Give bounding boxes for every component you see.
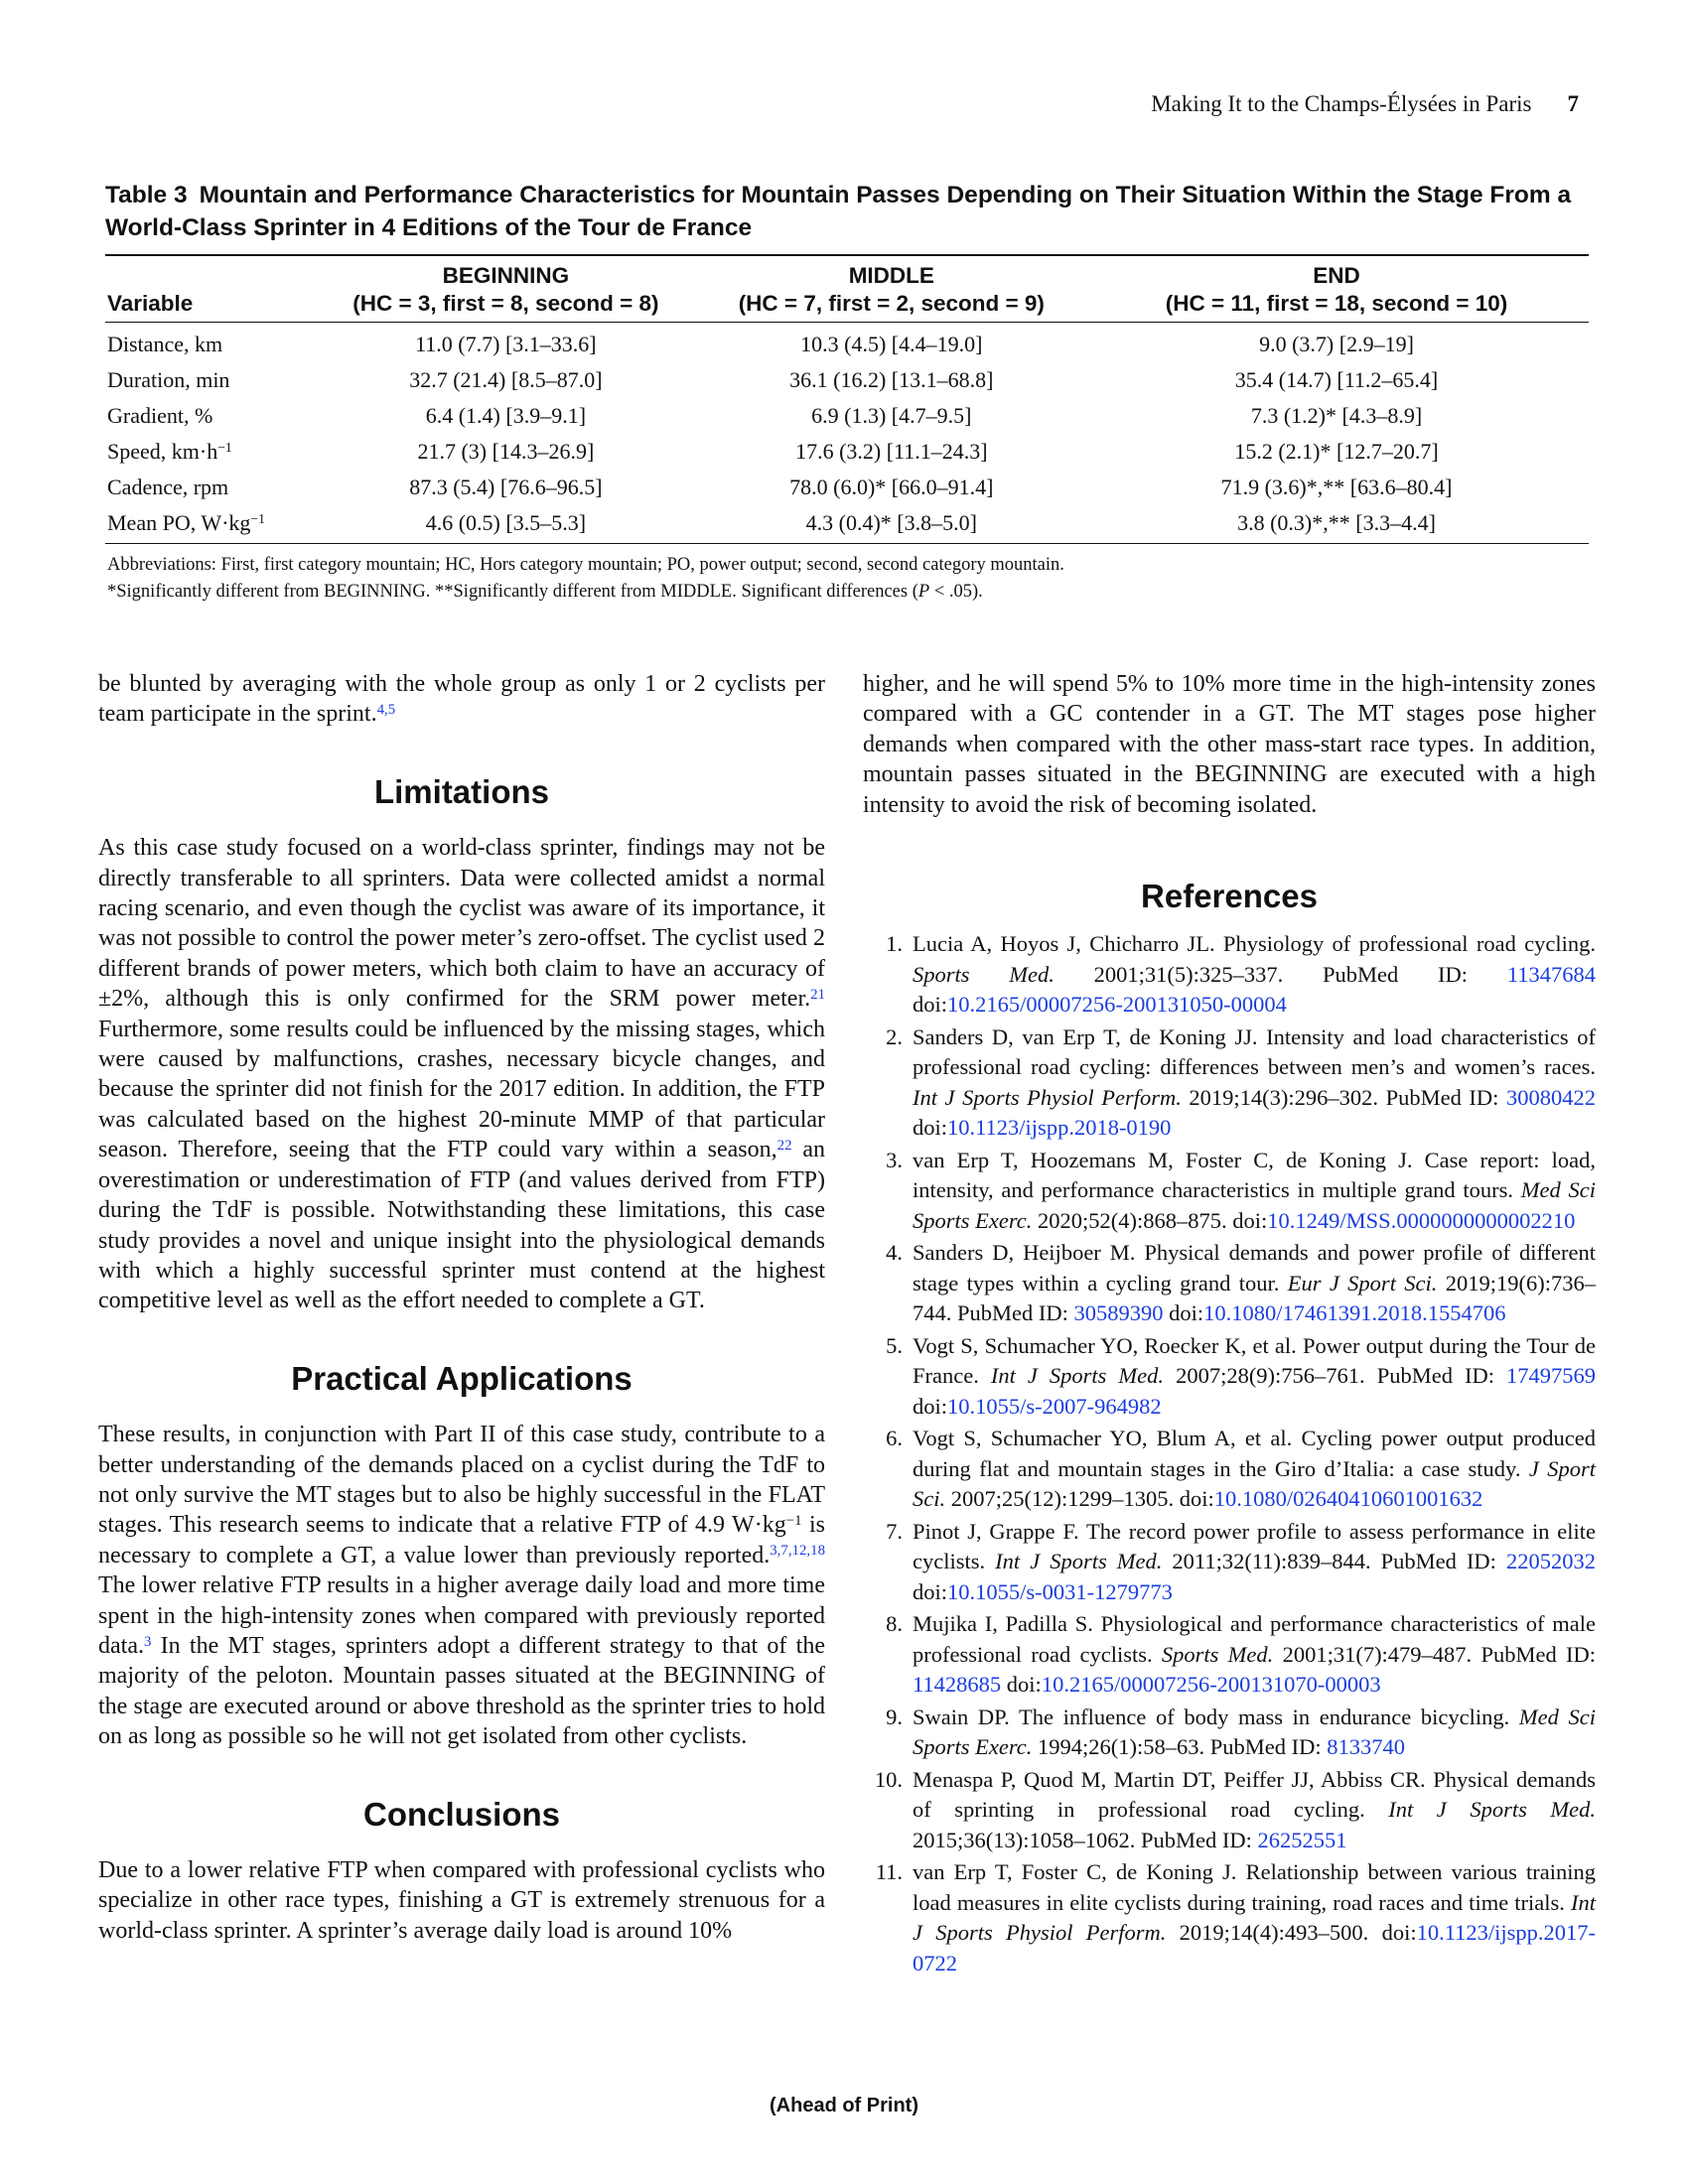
reference-number: 10.	[874, 1766, 903, 1792]
journal-name: J Sport Sci.	[913, 1455, 1596, 1512]
doi-link[interactable]: 10.1080/17461391.2018.1554706	[1203, 1300, 1506, 1326]
doi-link[interactable]: 10.2165/00007256-200131070-00003	[1041, 1672, 1381, 1698]
cell-end: 7.3 (1.2)* [4.3–8.9]	[1250, 403, 1423, 428]
doi-link[interactable]: 10.1249/MSS.0000000000002210	[1267, 1207, 1576, 1233]
reference-number: 5.	[886, 1332, 903, 1358]
cell-beginning: 6.4 (1.4) [3.9–9.1]	[425, 403, 587, 428]
table-title: Mountain and Performance Characteristics for Mountain Passes Depending on Their Situation Within the Stage From a World-Class Sprinter in 4 Editions of the Tour de France	[105, 182, 1572, 241]
pubmed-link[interactable]: 26252551	[1257, 1827, 1347, 1852]
pubmed-link[interactable]: 11347684	[1506, 961, 1596, 987]
citation-link[interactable]: 22	[776, 1137, 792, 1154]
table-3	[105, 179, 1589, 606]
reference-item: 7. Pinot J, Grappe F. The record power profile to assess performance in elite cyclists. Int J Sports Med. 2011;32(11):839–844. PubMed ID: 22052032 doi:10.1055/s-0031-1279773	[863, 1517, 1596, 1608]
reference-item: 10. Menaspa P, Quod M, Martin DT, Peiffer JJ, Abbiss CR. Physical demands of sprinting in professional road cycling. Int J Sports Med. 2015;36(13):1058–1062. PubMed ID: 26252551	[863, 1765, 1596, 1856]
citation-link[interactable]: 3,7,12,18	[770, 1543, 825, 1560]
reference-item: 5. Vogt S, Schumacher YO, Roecker K, et al. Power output during the Tour de France. Int J Sports Med. 2007;28(9):756–761. PubMed ID: 17497569 doi:10.1055/s-2007-964982	[863, 1331, 1596, 1423]
cell-end: 15.2 (2.1)* [12.7–20.7]	[1234, 439, 1439, 464]
table-footnotes	[105, 552, 1589, 606]
journal-name: Int J Sports Med.	[995, 1549, 1163, 1574]
pubmed-link[interactable]: 11428685	[913, 1672, 1002, 1698]
references-heading: References	[1141, 878, 1318, 915]
left-column	[98, 669, 825, 1946]
citation-link[interactable]: 21	[810, 986, 825, 1003]
reference-number: 6.	[886, 1426, 903, 1451]
reference-number: 7.	[886, 1518, 903, 1544]
doi-link[interactable]: 10.2165/00007256-200131050-00004	[947, 992, 1287, 1018]
table-significance-note: *Significantly different from BEGINNING. **Significantly different from MIDDLE. Significant differences (P < .05).	[107, 582, 983, 602]
reference-item: 1. Lucia A, Hoyos J, Chicharro JL. Physiology of professional road cycling. Sports Med. 2001;31(5):325–337. PubMed ID: 11347684 doi:10.2165/00007256-200131050-00004	[863, 929, 1596, 1021]
column-header-variable: Variable	[107, 291, 194, 316]
cell-beginning: 87.3 (5.4) [76.6–96.5]	[409, 475, 603, 499]
cell-middle: 4.3 (0.4)* [3.8–5.0]	[805, 510, 977, 535]
cell-variable: Speed, $km\cdot h^{-1}$	[107, 439, 232, 464]
column-header-middle: MIDDLE (HC = 7, first = 2, second = 9)	[738, 263, 1045, 316]
cell-beginning: 11.0 (7.7) [3.1–33.6]	[415, 332, 597, 356]
cell-middle: 78.0 (6.0)* [66.0–91.4]	[789, 475, 994, 499]
conclusions-heading: Conclusions	[362, 1795, 561, 1833]
doi-link[interactable]: 10.1055/s-0031-1279773	[947, 1578, 1173, 1604]
reference-item: 11. van Erp T, Foster C, de Koning J. Relationship between various training load measures in elite cyclists during training, road races and time trials. Int J Sports Physiol Perform. 2019;14(4):493–500. doi:10.1123/ijspp.2017-0722	[863, 1857, 1596, 1979]
cell-middle: 10.3 (4.5) [4.4–19.0]	[800, 332, 983, 356]
reference-number: 11.	[875, 1859, 903, 1885]
pubmed-link[interactable]: 30589390	[1073, 1300, 1164, 1326]
cell-end: 9.0 (3.7) [2.9–19]	[1259, 332, 1414, 356]
table-label: Table 3	[105, 182, 188, 208]
doi-link[interactable]: 10.1123/ijspp.2017-0722	[913, 1920, 1596, 1976]
reference-item: 2. Sanders D, van Erp T, de Koning JJ. Intensity and load characteristics of professional road cycling: differences between men’s and women’s races. Int J Sports Physiol Perform. 2019;14(3):296–302. PubMed ID: 30080422 doi:10.1123/ijspp.2018-0190	[863, 1023, 1596, 1144]
table-row	[105, 398, 1589, 434]
reference-number: 2.	[886, 1024, 903, 1049]
table-row	[105, 505, 1589, 544]
practical-applications-paragraph: These results, in conjunction with Part II of this case study, contribute to a better understanding of the demands placed on a cyclist during the TdF to not only survive the MT stages but to also be highly successful in the FLAT stages. This research seems to indicate that a relative FTP of 4.9 $W\cdot kg^{-1}$ is necessary to complete a GT, a value lower than previously reported.$^{3,7,12,18}$ The lower relative FTP results in a higher average daily load and more time spent in the high-intensity zones when compared with previously reported data.$^3$ In the MT stages, sprinters adopt a different strategy to that of the majority of the peloton. Mountain passes situated at the BEGINNING of the stage are executed around or above threshold as the sprinter tries to hold on as long as possible so he will not get isolated from other cyclists.	[98, 1422, 825, 1750]
reference-number: 3.	[886, 1147, 903, 1172]
journal-name: Med Sci Sports Exerc.	[913, 1704, 1596, 1760]
journal-name: Eur J Sport Sci.	[1287, 1270, 1438, 1296]
data-table	[105, 254, 1589, 544]
cell-end: 71.9 (3.6)*,** [63.6–80.4]	[1220, 475, 1453, 499]
cell-variable: Mean PO, $W\cdot kg^{-1}$	[107, 510, 265, 535]
cell-beginning: 21.7 (3) [14.3–26.9]	[417, 439, 595, 464]
citation-link[interactable]: 4,5	[376, 701, 396, 718]
journal-name: Sports Med.	[913, 961, 1055, 987]
cell-middle: 6.9 (1.3) [4.7–9.5]	[811, 403, 972, 428]
table-caption	[105, 179, 1589, 244]
reference-number: 8.	[886, 1611, 903, 1637]
table-row	[105, 470, 1589, 505]
table-header-row	[105, 255, 1589, 323]
cell-variable: Duration, min	[107, 367, 230, 392]
journal-name: Int J Sports Physiol Perform.	[913, 1889, 1596, 1946]
right-column	[863, 669, 1596, 1980]
limitations-paragraph: As this case study focused on a world-class sprinter, findings may not be directly transferable to all sprinters. Data were collected amidst a normal racing scenario, and even though the cyclist was aware of its importance, it was not possible to control the power meter’s zero-offset. The cyclist used 2 different brands of power meters, which both claim to have an accuracy of ±2%, although this is only confirmed for the SRM power meter.$^{21}$ Furthermore, some results could be influenced by the missing stages, which were caused by malfunctions, crashes, necessary bicycle changes, and because the sprinter did not finish for the 2017 edition. In addition, the FTP was calculated based on the highest 20-minute MMP of that particular season. Therefore, seeing that the FTP could vary within a season,$^{22}$ an overestimation or underestimation of FTP (and values derived from FTP) during the TdF is possible. Notwithstanding these limitations, this case study provides a novel and unique insight into the physiological demands with which a highly successful sprinter must contend at the highest competitive level as well as the effort needed to complete a GT.	[98, 835, 825, 1314]
reference-list	[863, 929, 1596, 1979]
journal-name: Int J Sports Physiol Perform.	[913, 1084, 1182, 1110]
reference-item: 4. Sanders D, Heijboer M. Physical demands and power profile of different stage types within a cycling grand tour. Eur J Sport Sci. 2019;19(6):736–744. PubMed ID: 30589390 doi:10.1080/17461391.2018.1554706	[863, 1238, 1596, 1329]
doi-link[interactable]: 10.1123/ijspp.2018-0190	[947, 1115, 1172, 1141]
reference-number: 9.	[886, 1704, 903, 1729]
running-head-title: Making It to the Champs-Élysées in Paris	[1151, 91, 1532, 116]
pubmed-link[interactable]: 8133740	[1327, 1734, 1406, 1760]
journal-name: Sports Med.	[1161, 1641, 1274, 1667]
journal-name: Int J Sports Med.	[1388, 1797, 1596, 1823]
table-row	[105, 434, 1589, 470]
table-row	[105, 323, 1589, 363]
cell-beginning: 32.7 (21.4) [8.5–87.0]	[409, 367, 603, 392]
table-row	[105, 362, 1589, 398]
doi-link[interactable]: 10.1080/02640410601001632	[1213, 1486, 1483, 1512]
footer-ahead-of-print: (Ahead of Print)	[770, 2095, 918, 2116]
journal-name: Med Sci Sports Exerc.	[913, 1177, 1597, 1233]
conclusions-paragraph: Due to a lower relative FTP when compared with professional cyclists who specialize in other race types, finishing a GT is extremely strenuous for a world-class sprinter. A sprinter’s average daily load is around 10%	[98, 1857, 825, 1944]
pubmed-link[interactable]: 30080422	[1505, 1084, 1596, 1110]
cell-variable: Distance, km	[107, 332, 223, 356]
limitations-heading: Limitations	[373, 772, 549, 810]
cell-middle: 17.6 (3.2) [11.1–24.3]	[795, 439, 988, 464]
running-head	[1151, 91, 1579, 117]
pubmed-link[interactable]: 17497569	[1506, 1363, 1596, 1389]
cell-end: 3.8 (0.3)*,** [3.3–4.4]	[1237, 510, 1436, 535]
intro-paragraph: be blunted by averaging with the whole group as only 1 or 2 cyclists per team participate in the sprint.$^{4,5}$	[98, 671, 825, 728]
page-number: 7	[1567, 91, 1579, 116]
journal-name: Int J Sports Med.	[990, 1363, 1165, 1389]
column-header-beginning: BEGINNING (HC = 3, first = 8, second = 8)	[352, 263, 659, 316]
reference-number: 1.	[886, 931, 903, 957]
pubmed-link[interactable]: 22052032	[1505, 1549, 1596, 1574]
practical-applications-heading: Practical Applications	[291, 1359, 633, 1397]
citation-link[interactable]: 3	[143, 1633, 152, 1650]
cell-middle: 36.1 (16.2) [13.1–68.8]	[789, 367, 994, 392]
reference-item: 6. Vogt S, Schumacher YO, Blum A, et al. Cycling power output produced during flat and mountain stages in the Giro d’Italia: a case study. J Sport Sci. 2007;25(12):1299–1305. doi:10.1080/02640410601001632	[863, 1424, 1596, 1515]
table-abbreviations: Abbreviations: First, first category mountain; HC, Hors category mountain; PO, power output; second, second category mountain.	[107, 555, 1064, 575]
cell-end: 35.4 (14.7) [11.2–65.4]	[1234, 367, 1439, 392]
doi-link[interactable]: 10.1055/s-2007-964982	[947, 1393, 1162, 1419]
cell-variable: Gradient, %	[107, 403, 213, 428]
column-header-end: END (HC = 11, first = 18, second = 10)	[1165, 263, 1508, 316]
continuation-paragraph: higher, and he will spend 5% to 10% more time in the high-intensity zones compared with a GC contender in a GT. The MT stages pose higher demands when compared with the other mass-start race types. In addition, mountain passes situated in the BEGINNING are executed with a high intensity to avoid the risk of becoming isolated.	[863, 671, 1596, 818]
reference-number: 4.	[886, 1240, 903, 1266]
reference-item: 9. Swain DP. The influence of body mass in endurance bicycling. Med Sci Sports Exerc. 1994;26(1):58–63. PubMed ID: 8133740	[863, 1703, 1596, 1763]
cell-beginning: 4.6 (0.5) [3.5–5.3]	[425, 510, 587, 535]
reference-item: 8. Mujika I, Padilla S. Physiological and performance characteristics of male professional road cyclists. Sports Med. 2001;31(7):479–487. PubMed ID: 11428685 doi:10.2165/00007256-200131070-00003	[863, 1609, 1596, 1701]
reference-item: 3. van Erp T, Hoozemans M, Foster C, de Koning J. Case report: load, intensity, and performance characteristics in multiple grand tours. Med Sci Sports Exerc. 2020;52(4):868–875. doi:10.1249/MSS.0000000000002210	[863, 1146, 1596, 1237]
cell-variable: Cadence, rpm	[107, 475, 229, 499]
